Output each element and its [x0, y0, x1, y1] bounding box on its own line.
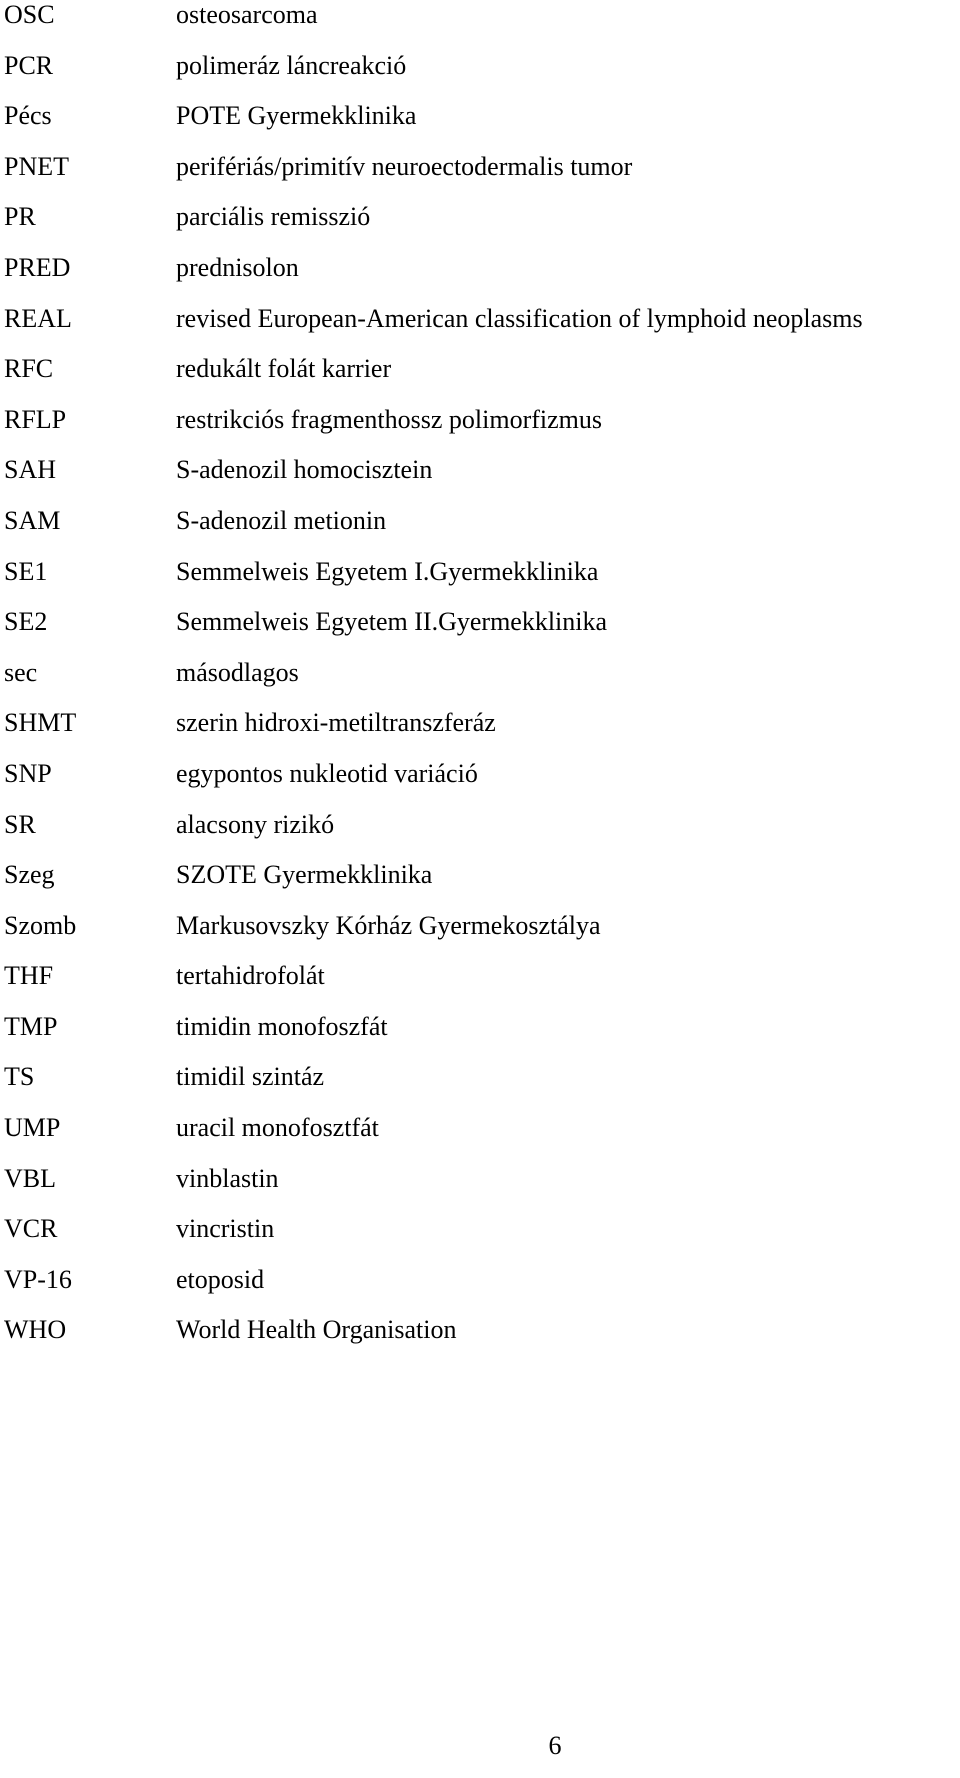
abbreviation-code: Pécs	[4, 101, 52, 131]
abbreviation-code: THF	[4, 961, 54, 991]
abbreviation-row	[0, 962, 960, 1013]
abbreviation-description: tertahidrofolát	[176, 961, 325, 991]
abbreviation-description: S-adenozil homocisztein	[176, 455, 433, 485]
abbreviation-description: szerin hidroxi-metiltranszferáz	[176, 708, 496, 738]
abbreviation-description: egypontos nukleotid variáció	[176, 758, 478, 788]
abbreviation-code: PRED	[4, 252, 71, 282]
abbreviation-row	[0, 254, 960, 305]
abbreviation-row	[0, 608, 960, 659]
abbreviation-code: PR	[4, 202, 36, 232]
abbreviation-description: timidil szintáz	[176, 1062, 325, 1092]
abbreviation-row	[0, 659, 960, 710]
abbreviation-description: restrikciós fragmenthossz polimorfizmus	[176, 404, 603, 434]
abbreviation-description: alacsony rizikó	[176, 809, 335, 839]
abbreviation-row	[0, 709, 960, 760]
abbreviation-description: Semmelweis Egyetem II.Gyermekklinika	[176, 607, 608, 637]
abbreviation-row	[0, 1316, 960, 1367]
abbreviation-code: TS	[4, 1062, 35, 1092]
abbreviation-description: osteosarcoma	[176, 0, 318, 29]
abbreviation-description: polimeráz láncreakció	[176, 50, 407, 80]
abbreviation-code: SAM	[4, 505, 61, 535]
abbreviation-code: SAH	[4, 455, 57, 485]
abbreviation-row	[0, 1, 960, 52]
abbreviation-code: SNP	[4, 758, 52, 788]
abbreviation-description: World Health Organisation	[176, 1315, 457, 1345]
abbreviation-row	[0, 305, 960, 356]
abbreviation-description: timidin monofoszfát	[176, 1011, 388, 1041]
abbreviation-description: uracil monofosztfát	[176, 1113, 379, 1143]
abbreviation-row	[0, 1114, 960, 1165]
abbreviation-code: SE1	[4, 556, 48, 586]
abbreviation-row	[0, 102, 960, 153]
abbreviation-code: RFLP	[4, 404, 67, 434]
abbreviation-code: RFC	[4, 354, 54, 384]
abbreviation-code: WHO	[4, 1315, 67, 1345]
abbreviation-row	[0, 558, 960, 609]
abbreviation-description: etoposid	[176, 1264, 265, 1294]
abbreviation-code: SR	[4, 809, 36, 839]
abbreviation-row	[0, 912, 960, 963]
abbreviation-row	[0, 1063, 960, 1114]
abbreviation-code: VP-16	[4, 1264, 72, 1294]
abbreviation-row	[0, 203, 960, 254]
abbreviation-code: PCR	[4, 50, 54, 80]
abbreviation-code: REAL	[4, 303, 72, 333]
abbreviation-code: sec	[4, 657, 38, 687]
abbreviation-row	[0, 1215, 960, 1266]
abbreviation-description: perifériás/primitív neuroectodermalis tumor	[176, 151, 633, 181]
abbreviation-row	[0, 355, 960, 406]
abbreviation-code: Szeg	[4, 860, 55, 890]
abbreviation-code: Szomb	[4, 910, 77, 940]
abbreviation-row	[0, 811, 960, 862]
abbreviation-description: Markusovszky Kórház Gyermekosztálya	[176, 910, 601, 940]
abbreviation-description: redukált folát karrier	[176, 354, 392, 384]
abbreviation-description: POTE Gyermekklinika	[176, 101, 417, 131]
abbreviation-code: TMP	[4, 1011, 58, 1041]
abbreviation-code: VCR	[4, 1214, 58, 1244]
abbreviation-code: PNET	[4, 151, 69, 181]
abbreviation-row	[0, 153, 960, 204]
abbreviation-row	[0, 52, 960, 103]
abbreviation-description: parciális remisszió	[176, 202, 371, 232]
abbreviation-row	[0, 406, 960, 457]
abbreviation-code: UMP	[4, 1113, 61, 1143]
abbreviation-description: másodlagos	[176, 657, 299, 687]
abbreviation-code: SHMT	[4, 708, 77, 738]
abbreviation-description: vinblastin	[176, 1163, 279, 1193]
abbreviation-row	[0, 1266, 960, 1317]
abbreviation-description: vincristin	[176, 1214, 275, 1244]
abbreviation-row	[0, 507, 960, 558]
abbreviation-code: VBL	[4, 1163, 56, 1193]
abbreviation-row	[0, 1013, 960, 1064]
abbreviation-description: S-adenozil metionin	[176, 505, 387, 535]
abbreviation-row	[0, 760, 960, 811]
abbreviation-description: revised European-American classification of lymphoid neoplasms	[176, 303, 863, 333]
abbreviation-row	[0, 456, 960, 507]
abbreviation-code: SE2	[4, 607, 48, 637]
abbreviation-description: SZOTE Gyermekklinika	[176, 860, 433, 890]
abbreviation-description: prednisolon	[176, 252, 299, 282]
abbreviation-row	[0, 1165, 960, 1216]
abbreviation-code: OSC	[4, 0, 55, 29]
abbreviation-row	[0, 861, 960, 912]
abbreviation-description: Semmelweis Egyetem I.Gyermekklinika	[176, 556, 599, 586]
page-number: 6	[548, 1731, 562, 1760]
